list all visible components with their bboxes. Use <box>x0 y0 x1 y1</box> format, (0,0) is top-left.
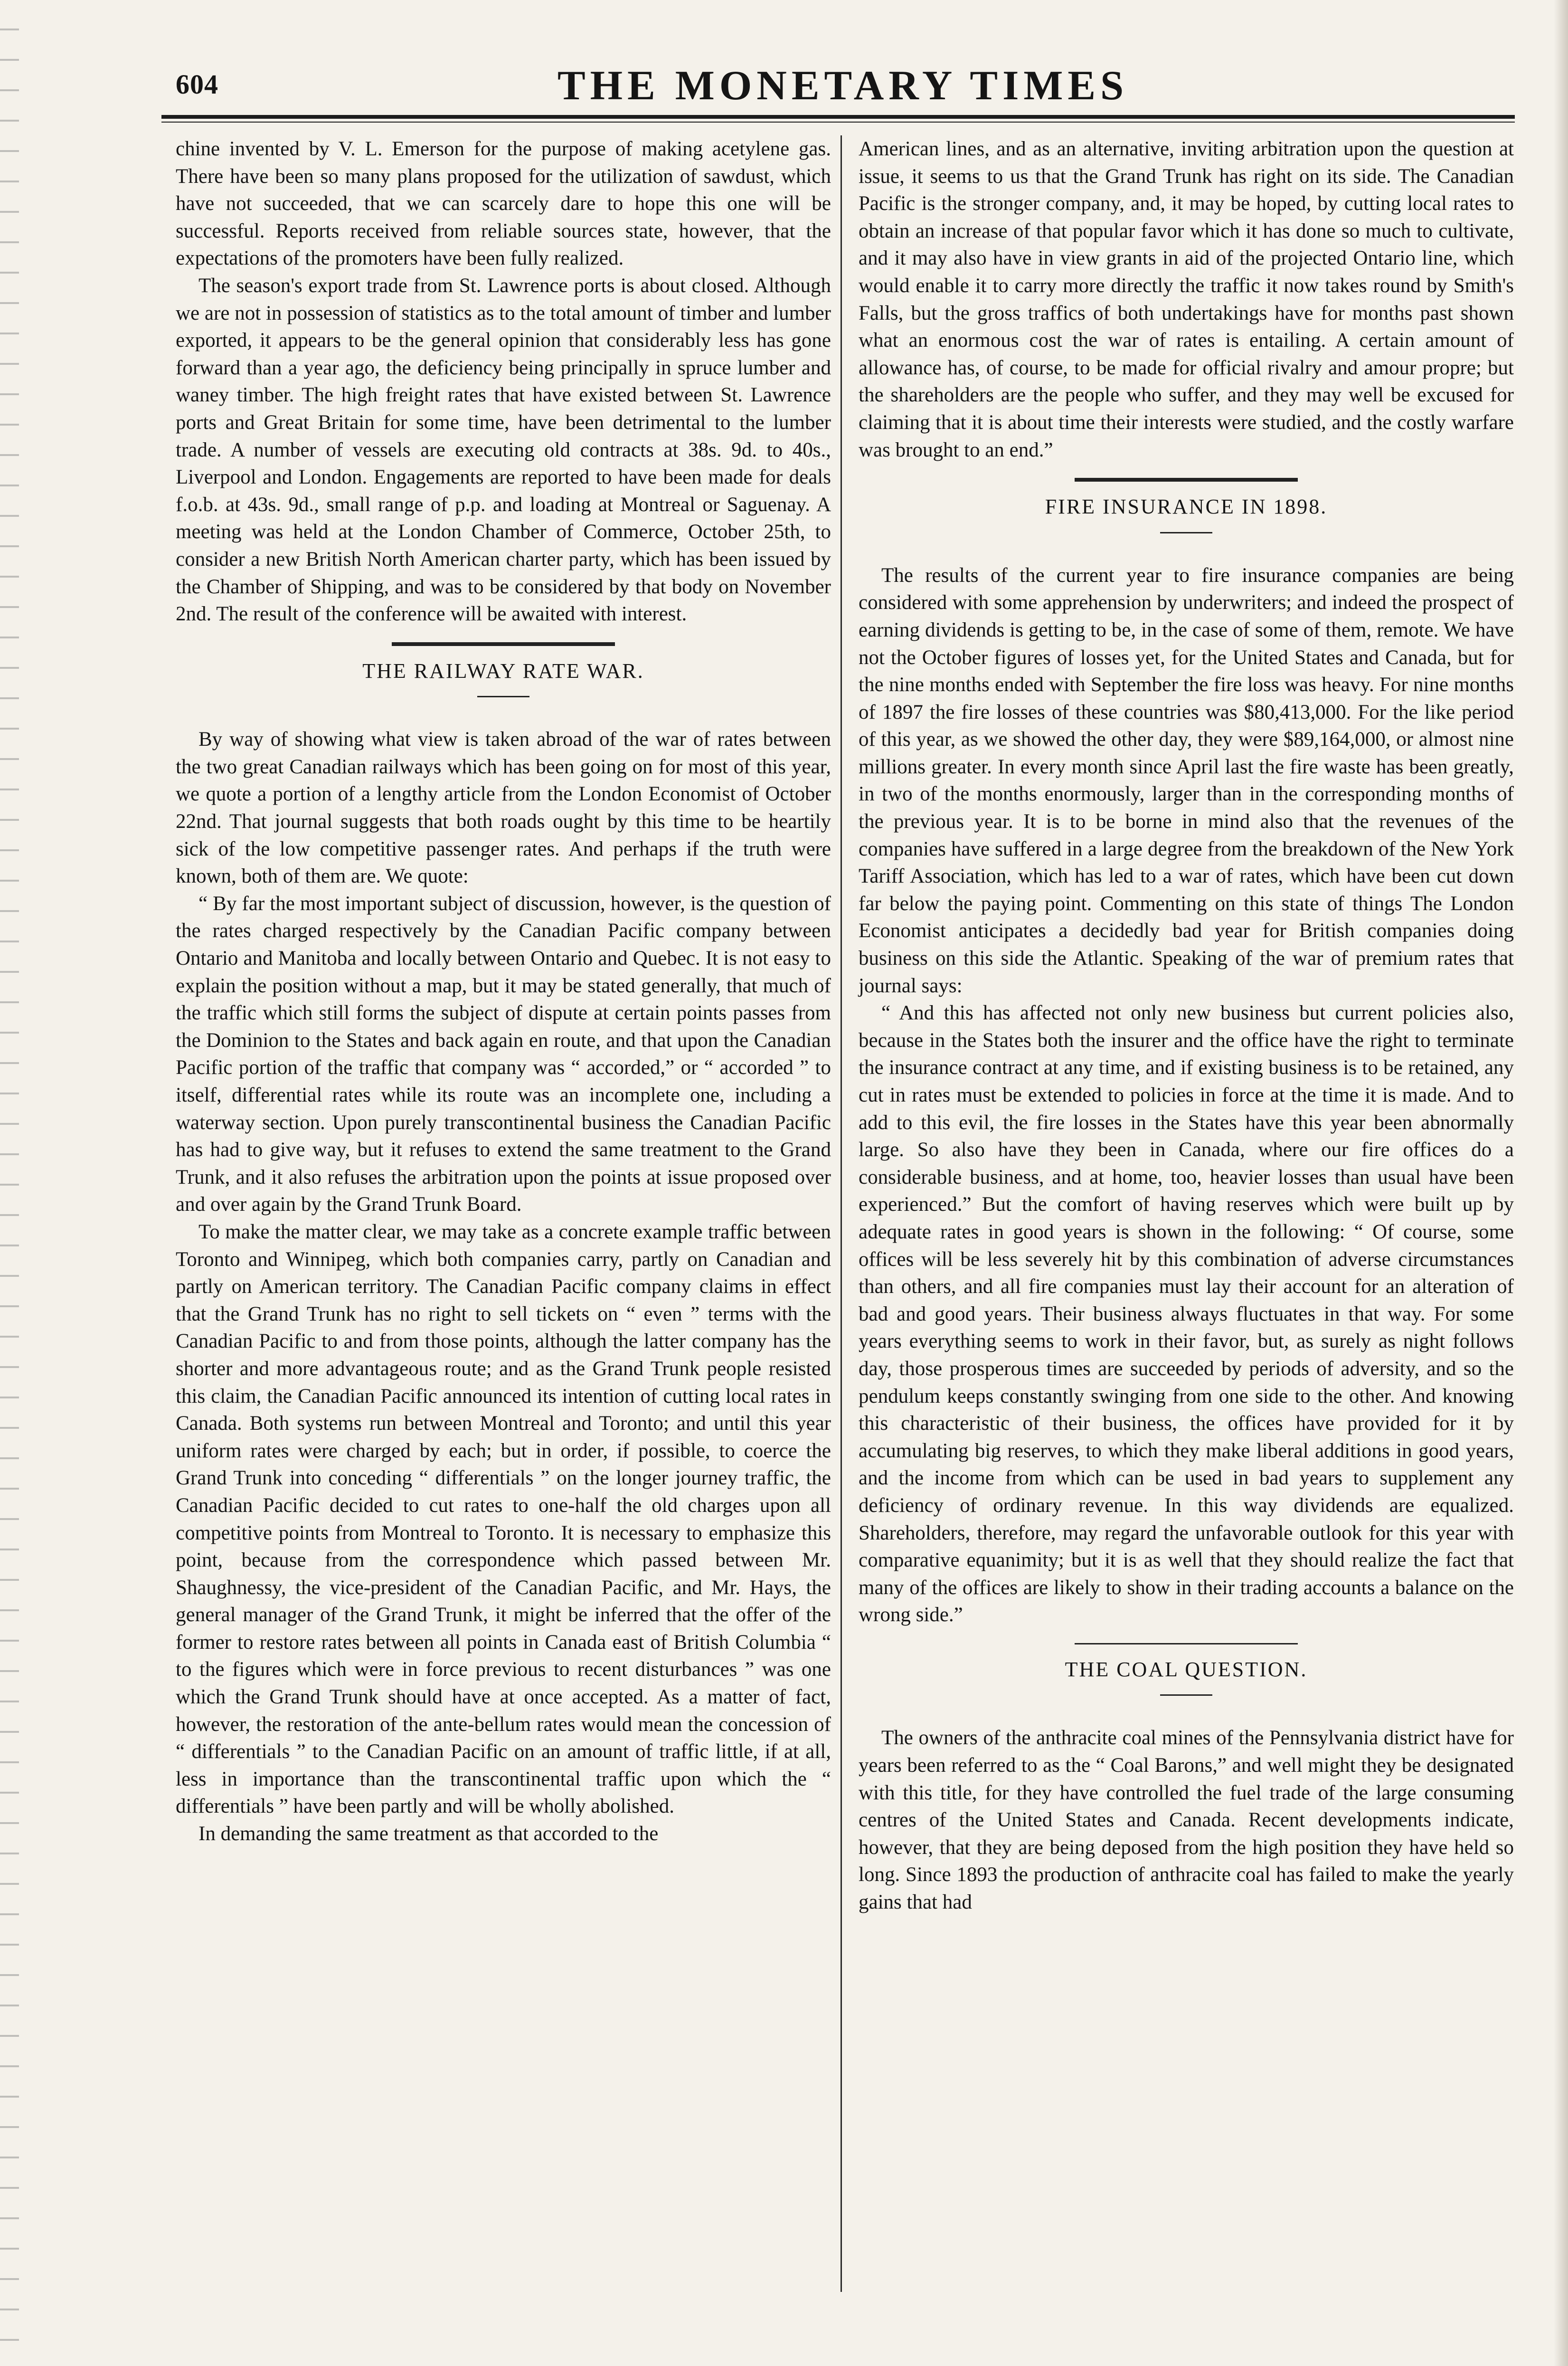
fire-section-title: FIRE INSURANCE IN 1898. <box>1045 495 1328 519</box>
railway-section-title: THE RAILWAY RATE WAR. <box>362 659 644 683</box>
article-paragraph: The results of the current year to fire insurance companies are being considered with some apprehension by underwriters; and indeed the prospect of earning dividends is getting to be, in the case of some of them, remote. We have not the October figures of losses yet, for the United States and Canada, but for the nine months ended with September the fire loss was heavy. For nine months of 1897 the fire losses of these countries was $80,413,000. For the like period of this year, as we showed the other day, they were $89,164,000, or almost nine millions greater. In every month since April last the fire waste has been greatly, in two of the months enormously, larger than in the corresponding months of the previous year. It is to be borne in mind also that the revenues of the companies have suffered in a large degree from the breakdown of the New York Tariff Association, which has led to a war of rates, which have been cut down far below the paying point. Commenting on this state of things The London Economist anticipates a decidedly bad year for British companies doing business on this side the Atlantic. Speaking of the war of premium rates that journal says: <box>859 564 1514 997</box>
article-paragraph: American lines, and as an alternative, inviting arbitration upon the question at issue, it seems to us that the Grand Trunk has right on its side. The Canadian Pacific is the stronger company, and, it may be hoped, by cutting local rates to obtain an increase of that popular favor which it has done so much to cultivate, and it may also have in view grants in aid of the projected Ontario line, which would enable it to carry more directly the traffic it now takes round by Smith's Falls, but the gross traffics of both undertakings have for months past shown what an enormous cost the war of rates is entailing. A certain amount of allowance has, of course, to be made for official rivalry and amour propre; but the shareholders are the people who suffer, and they may well be excused for claiming that it is about time their interests were studied, and the costly warfare was brought to an end.” <box>859 138 1514 461</box>
article-paragraph: “ By far the most important subject of discussion, however, is the question of the rates charged respectively by the Canadian Pacific company between Ontario and Manitoba and locally between Ontario and Quebec. It is not easy to explain the position without a map, but it may be stated generally, that much of the traffic which still forms the subject of dispute at certain points passes from the Dominion to the States and back again en route, and that upon the Canadian Pacific portion of the traffic that company was “ accorded,” or “ accorded ” to itself, differential rates while its route was an incomplete one, including a waterway section. Upon purely transcontinental business the Canadian Pacific has had to give way, but it refuses to extend the same treatment to the Grand Trunk, and it also refuses the arbitration upon the points at issue proposed over and over again by the Grand Trunk Board. <box>176 892 831 1216</box>
section-divider <box>392 642 615 646</box>
page-number: 604 <box>176 69 218 100</box>
page-header <box>176 62 1510 114</box>
article-paragraph: The season's export trade from St. Lawrence ports is about closed. Although we are not in possession of statistics as to the total amount of timber and lumber exported, it appears to be the general opinion that considerably less has gone forward than a year ago, the deficiency being principally in spruce lumber and waney timber. The high freight rates that have existed between St. Lawrence ports and Great Britain for some time, have been detrimental to the lumber trade. A number of vessels are executing old contracts at 38s. 9d. to 40s., Liverpool and London. Engagements are reported to have been made for deals f.o.b. at 43s. 9d., small range of p.p. and loading at Montreal or Saguenay. A meeting was held at the London Chamber of Commerce, October 25th, to consider a new British North American charter party, which has been issued by the Chamber of Shipping, and was to be considered by that body on November 2nd. The result of the conference will be awaited with interest. <box>176 274 831 626</box>
coal-section-title: THE COAL QUESTION. <box>1065 1657 1308 1681</box>
article-paragraph: chine invented by V. L. Emerson for the purpose of making acetylene gas. There have been so many plans proposed for the utilization of sawdust, which have not succeeded, that we can scarcely dare to hope this one will be successful. Reports received from reliable sources state, however, that the expectations of the promoters have been fully realized. <box>176 138 831 270</box>
header-rule-thin <box>161 122 1515 123</box>
article-paragraph: To make the matter clear, we may take as a concrete example traffic between Toronto and Winnipeg, which both companies carry, partly on Canadian and partly on American territory. The Canadian Pacific company claims in effect that the Grand Trunk has no right to sell tickets on “ even ” terms with the Canadian Pacific to and from those points, although the latter company has the shorter and more advantageous route; and as the Grand Trunk people resisted this claim, the Canadian Pacific announced its intention of cutting local rates in Canada. Both systems run between Montreal and Toronto; and until this year uniform rates were charged by each; but in order, if possible, to coerce the Grand Trunk into conceding “ differentials ” on the longer journey traffic, the Canadian Pacific decided to cut rates to one-half the old charges upon all competitive points from Montreal to Toronto. It is necessary to emphasize this point, because from the correspondence which passed between Mr. Shaughnessy, the vice-president of the Canadian Pacific, and Mr. Hays, the general manager of the Grand Trunk, it might be inferred that the offer of the former to restore rates between all points in Canada east of British Columbia “ to the figures which were in force previous to recent disturbances ” was one which the Grand Trunk should have at once accepted. As a matter of fact, however, the restoration of the ante-bellum rates would mean the concession of “ differentials ” to the Canadian Pacific on an amount of traffic little, if at all, less in importance than the transcontinental traffic upon which the “ differentials ” have been partly and will be wholly abolished. <box>176 1220 831 1818</box>
title-underline <box>1160 532 1212 533</box>
title-underline <box>1160 1694 1212 1696</box>
article-paragraph: “ And this has affected not only new business but current policies also, because in the States both the insurer and the office have the right to terminate the insurance contract at any time, and if existing business is to be retained, any cut in rates must be extended to policies in force at the time it is made. And to add to this evil, the fire losses in the States have this year been abnormally large. So also have they been in Canada, where our fire offices do a considerable business, and at home, too, heavier losses than usual have been experienced.” But the comfort of having reserves which were built up by adequate rates in good years is shown in the following: “ Of course, some offices will be less severely hit by this combination of adverse circumstances than others, and all fire companies must lay their account for an alteration of bad and good years. Their business always fluctuates in that way. For some years everything seems to work in their favor, but, as surely as night follows day, those prosperous times are succeeded by periods of adversity, and so the pendulum keeps constantly swinging from one side to the other. And knowing this characteristic of their business, the offices have provided for it by accumulating big reserves, to which they make liberal additions in good years, and the income from which can be used in bad years to supplement any deficiency of ordinary revenue. In this way dividends are equalized. Shareholders, therefore, may regard the unfavorable outlook for this year with comparative equanimity; but it is as well that they should realize the fact that many of the offices are likely to show in their trading accounts a balance on the wrong side.” <box>859 1002 1514 1626</box>
article-paragraph: By way of showing what view is taken abroad of the war of rates between the two great Canadian railways which has been going on for most of this year, we quote a portion of a lengthy article from the London Economist of October 22nd. That journal suggests that both roads ought by this time to be heartily sick of the low competitive passenger rates. And perhaps if the truth were known, both of them are. We quote: <box>176 728 831 888</box>
scan-right-edge <box>1554 0 1568 2366</box>
column-divider <box>841 135 842 2292</box>
header-rule-thick <box>161 115 1515 119</box>
right-column <box>859 135 1514 1916</box>
left-column <box>176 135 831 1848</box>
title-underline <box>477 696 529 697</box>
scan-left-edge <box>0 0 19 2366</box>
masthead-title: THE MONETARY TIMES <box>557 63 1129 109</box>
article-paragraph: In demanding the same treatment as that accorded to the <box>198 1823 659 1845</box>
article-paragraph: The owners of the anthracite coal mines of the Pennsylvania district have for years been referred to as the “ Coal Barons,” and well might they be designated with this title, for they have controlled the fuel trade of the large consuming centres of the United States and Canada. Recent developments indicate, however, that they are being deposed from the high position they have held so long. Since 1893 the production of anthracite coal has failed to make the yearly gains that had <box>859 1727 1514 1914</box>
section-divider <box>1075 478 1298 482</box>
section-divider <box>1075 1643 1298 1644</box>
